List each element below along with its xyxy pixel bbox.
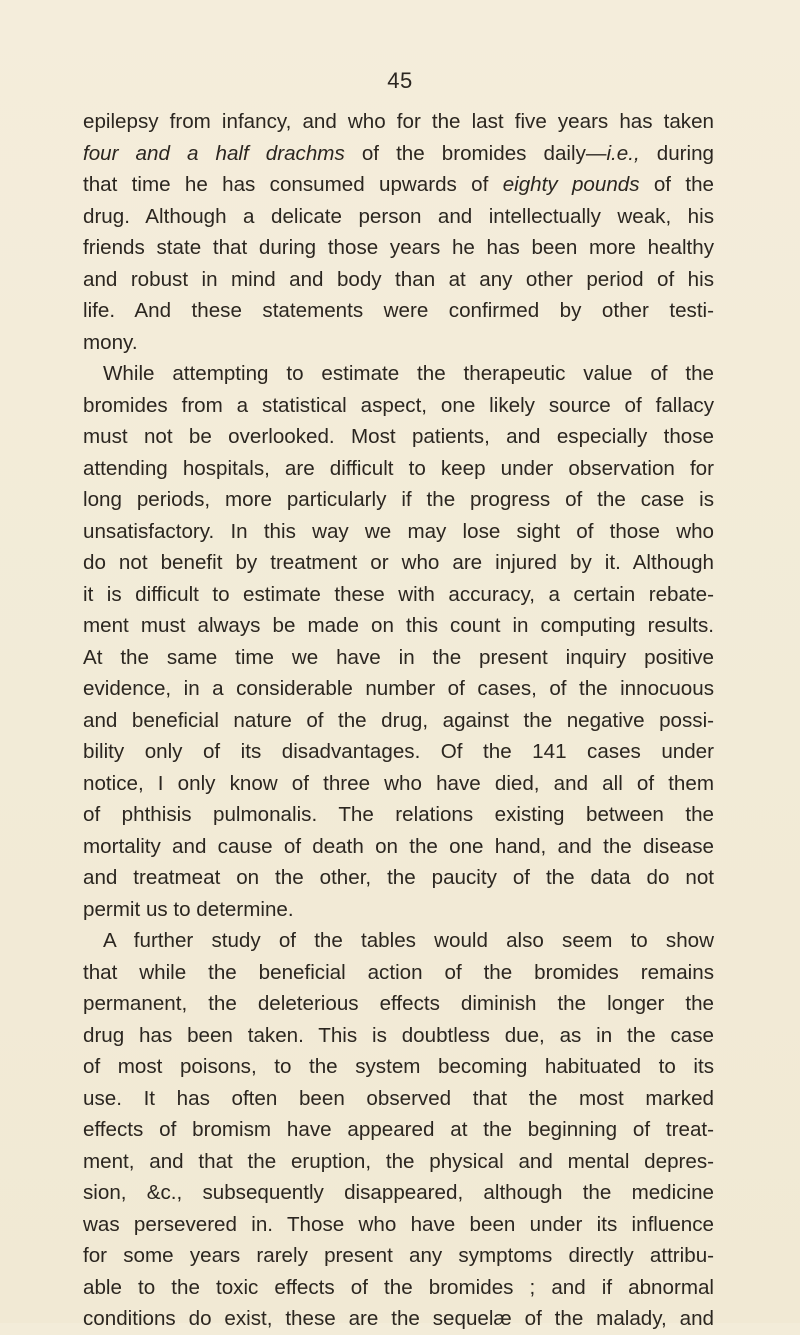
text-segment: friends state that during those years he has been more healthy <box>83 236 714 259</box>
italic-text: eighty pounds <box>502 173 640 196</box>
text-line <box>83 138 714 170</box>
text-segment: long periods, more particularly if the progress of the case is <box>83 488 714 511</box>
text-line <box>83 610 714 642</box>
text-line <box>83 925 714 957</box>
text-line <box>83 106 714 138</box>
text-line <box>83 705 714 737</box>
text-segment: mortality and cause of death on the one hand, and the disease <box>83 834 714 858</box>
text-segment: and beneficial nature of the drug, against the negative possi- <box>83 708 714 732</box>
text-line <box>83 1051 714 1083</box>
text-line <box>83 421 714 453</box>
text-segment: and robust in mind and body than at any other period of his <box>83 267 714 291</box>
text-segment: of phthisis pulmonalis. The relations existing between the <box>83 803 714 826</box>
text-segment: ment, and that the eruption, the physical and mental depres- <box>83 1149 714 1173</box>
text-segment: permanent, the deleterious effects diminish the longer the <box>83 992 714 1015</box>
italic-text: four and a half drachms <box>83 141 345 165</box>
text-line <box>83 1114 714 1146</box>
text-line <box>83 201 714 233</box>
text-segment: and treatmeat on the other, the paucity of the data do not <box>83 866 714 889</box>
text-segment: notice, I only know of three who have died, and all of them <box>83 771 714 795</box>
text-line <box>83 1272 714 1304</box>
text-segment: for some years rarely present any symptoms directly attribu- <box>83 1244 714 1267</box>
text-line <box>83 484 714 516</box>
text-line <box>83 1240 714 1272</box>
text-segment: do not benefit by treatment or who are injured by it. Although <box>83 551 714 574</box>
text-line <box>83 894 714 926</box>
text-segment: drug. Although a delicate person and intellectually weak, his <box>83 204 714 228</box>
text-segment: during <box>639 141 714 165</box>
text-line <box>83 295 714 327</box>
text-line <box>83 547 714 579</box>
text-line <box>83 1303 714 1335</box>
text-segment: permit us to determine. <box>83 897 294 921</box>
text-segment: bromides from a statistical aspect, one likely source of fallacy <box>83 393 714 417</box>
text-line <box>83 957 714 989</box>
text-line <box>83 831 714 863</box>
text-segment: that time he has consumed upwards of <box>83 173 503 196</box>
text-line <box>83 579 714 611</box>
text-segment: ment must always be made on this count in computing results. <box>83 614 714 637</box>
text-segment: effects of bromism have appeared at the beginning of treat- <box>83 1118 714 1141</box>
text-line <box>83 1146 714 1178</box>
text-line <box>83 453 714 485</box>
text-line <box>83 642 714 674</box>
text-segment: While attempting to estimate the therapeutic value of the <box>103 362 714 385</box>
text-segment: of the bromides daily— <box>344 141 607 165</box>
italic-text: i.e., <box>606 141 640 165</box>
text-segment: unsatisfactory. In this way we may lose sight of those who <box>83 519 714 543</box>
text-segment: sion, &c., subsequently disappeared, although the medicine <box>83 1181 714 1204</box>
text-line <box>83 327 714 359</box>
page-number: 45 <box>387 68 413 93</box>
text-segment: drug has been taken. This is doubtless due, as in the case <box>83 1023 714 1047</box>
text-line <box>83 1209 714 1241</box>
text-segment: A further study of the tables would also seem to show <box>103 929 714 952</box>
text-segment: bility only of its disadvantages. Of the 141 cases under <box>83 740 714 763</box>
text-line <box>83 358 714 390</box>
text-line <box>83 1177 714 1209</box>
text-line <box>83 264 714 296</box>
text-line <box>83 768 714 800</box>
text-line <box>83 799 714 831</box>
text-line <box>83 862 714 894</box>
text-segment: must not be overlooked. Most patients, and especially those <box>83 425 714 448</box>
text-segment: evidence, in a considerable number of cases, of the innocuous <box>83 677 714 700</box>
body-text <box>83 106 714 1335</box>
text-line <box>83 1020 714 1052</box>
text-line <box>83 232 714 264</box>
text-line <box>83 169 714 201</box>
text-segment: was persevered in. Those who have been under its influence <box>83 1212 714 1236</box>
text-segment: attending hospitals, are difficult to keep under observation for <box>83 456 714 480</box>
text-segment: of the <box>639 173 714 196</box>
text-segment: of most poisons, to the system becoming habituated to its <box>83 1055 714 1078</box>
text-segment: able to the toxic effects of the bromides ; and if abnormal <box>83 1275 714 1299</box>
text-line <box>83 516 714 548</box>
text-segment: use. It has often been observed that the most marked <box>83 1086 714 1110</box>
text-segment: life. And these statements were confirmed by other testi- <box>83 299 714 322</box>
text-line <box>83 736 714 768</box>
text-segment: that while the beneficial action of the bromides remains <box>83 960 714 984</box>
text-segment: epilepsy from infancy, and who for the last five years has taken <box>83 110 714 133</box>
text-segment: At the same time we have in the present inquiry positive <box>83 645 714 669</box>
text-line <box>83 988 714 1020</box>
text-line <box>83 390 714 422</box>
text-line <box>83 1083 714 1115</box>
text-segment: it is difficult to estimate these with accuracy, a certain rebate- <box>83 582 714 606</box>
text-line <box>83 673 714 705</box>
text-segment: mony. <box>83 330 138 354</box>
text-segment: conditions do exist, these are the sequelæ of the malady, and <box>83 1307 714 1330</box>
